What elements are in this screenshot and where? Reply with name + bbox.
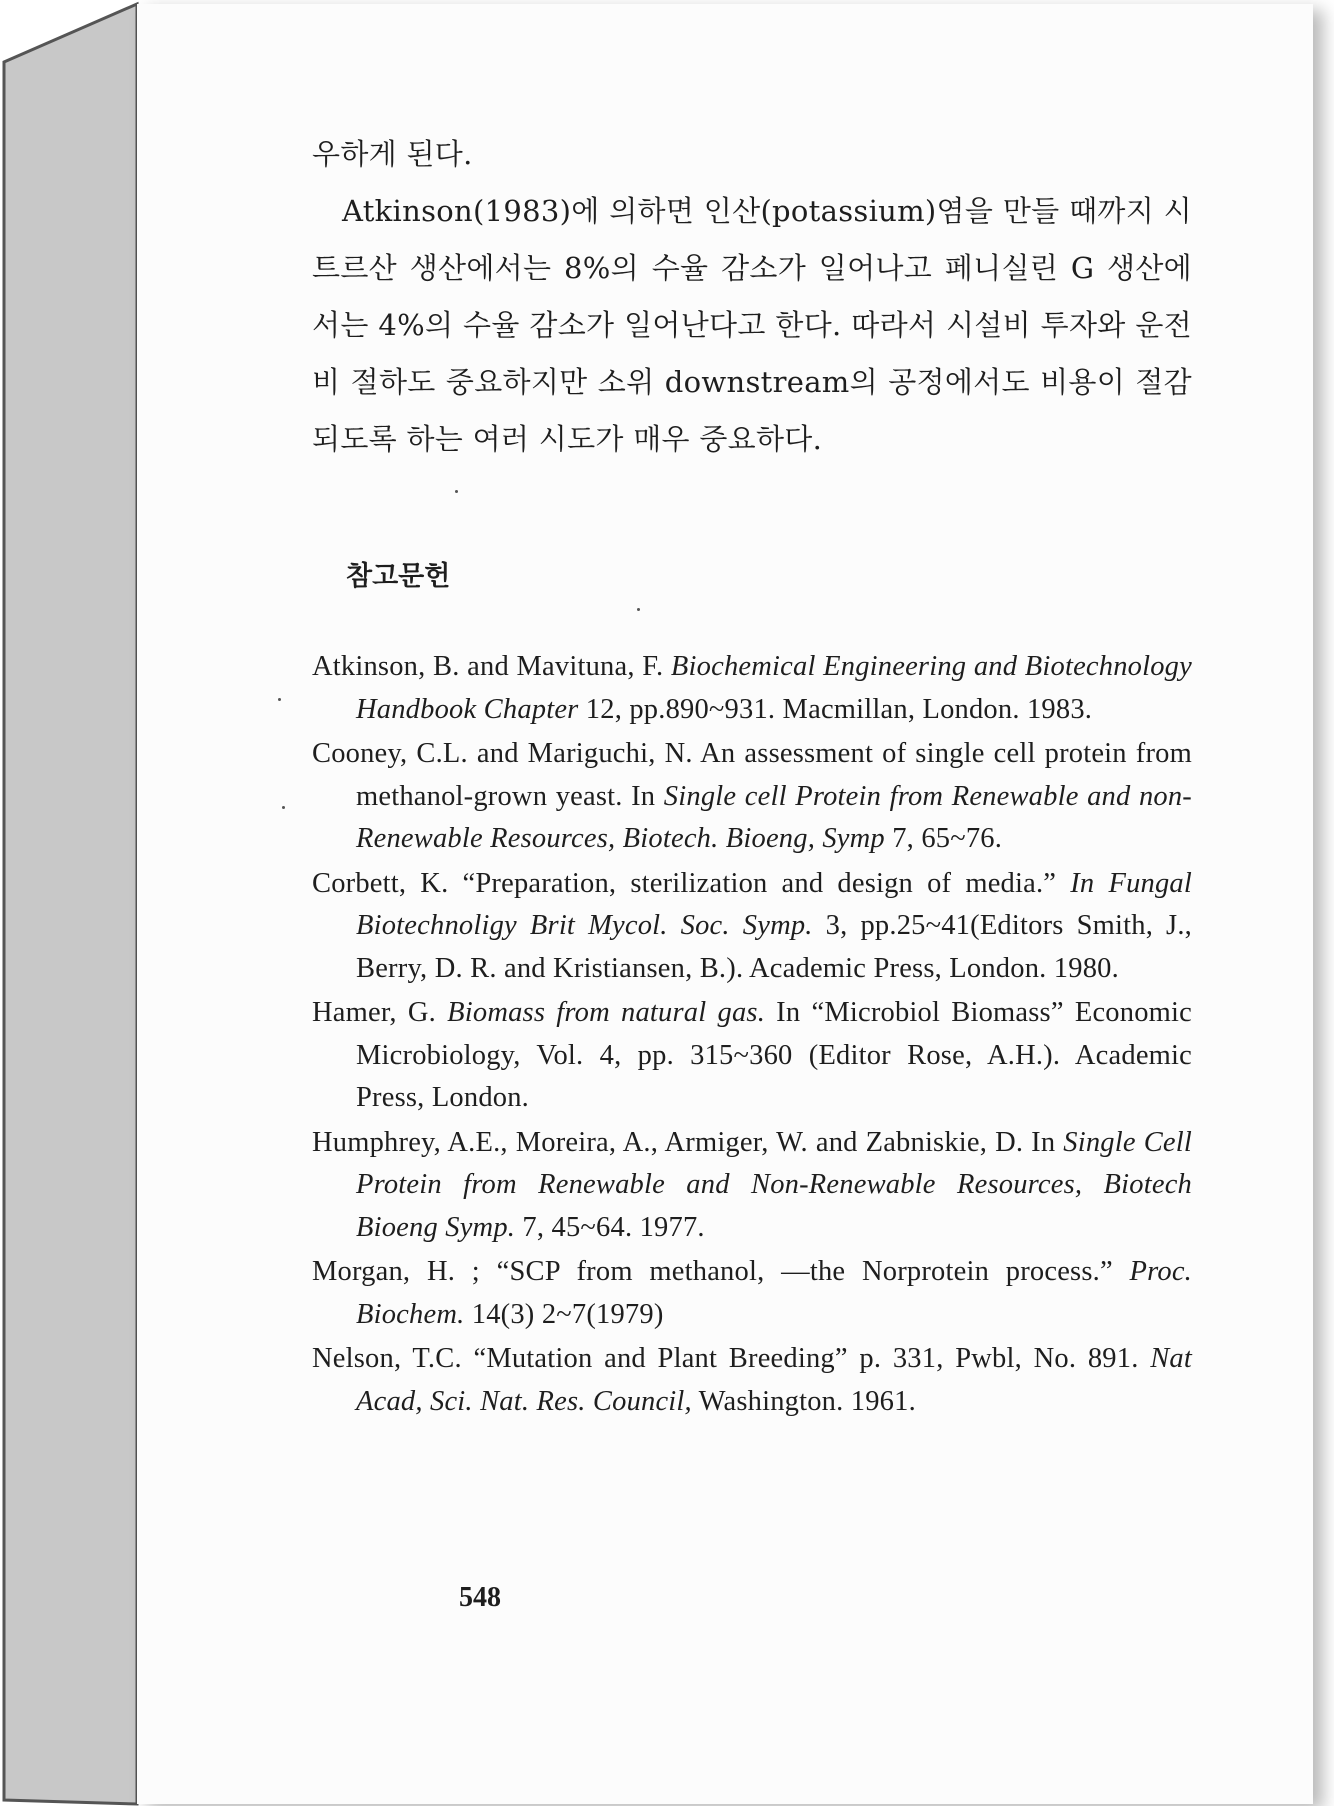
scan-speck bbox=[637, 608, 640, 611]
scan-speck bbox=[282, 806, 285, 809]
intro-line-continuation: 우하게 된다. bbox=[312, 137, 473, 171]
document-page bbox=[137, 4, 1313, 1804]
reference-item: Cooney, C.L. and Mariguchi, N. An assessment of single cell protein from methanol-grown yeast. In Single cell Protein from Renewable and non-Renewable Resources, Biotech. Bioeng, Symp 7, 65~76. bbox=[312, 738, 1192, 854]
intro-paragraph: Atkinson(1983)에 의하면 인산(potassium)염을 만들 때까지 시트르산 생산에서는 8%의 수율 감소가 일어나고 페니실린 G 생산에서는 4%의 수율 감소가 일어난다고 한다. 따라서 시설비 투자와 운전비 절하도 중요하지만 소위 downstream의 공정에서도 비용이 절감되도록 하는 여러 시도가 매우 중요하다. bbox=[312, 194, 1192, 456]
intro-text bbox=[312, 126, 1192, 468]
references-heading: 참고문헌 bbox=[346, 561, 451, 592]
references-list bbox=[312, 646, 1192, 1423]
scan-speck bbox=[455, 490, 458, 493]
reference-item: Morgan, H. ; “SCP from methanol, —the Norprotein process.” Proc. Biochem. 14(3) 2~7(1979) bbox=[312, 1256, 1192, 1330]
reference-item: Corbett, K. “Preparation, sterilization and design of media.” In Fungal Biotechnoligy Brit Mycol. Soc. Symp. 3, pp.25~41(Editors Smith, J., Berry, D. R. and Kristiansen, B.). Academic Press, London. 1980. bbox=[312, 867, 1192, 984]
scan-speck bbox=[278, 698, 281, 701]
page-number: 548 bbox=[459, 1582, 501, 1613]
reference-item: Atkinson, B. and Mavituna, F. Biochemical Engineering and Biotechnology Handbook Chapter 12, pp.890~931. Macmillan, London. 1983. bbox=[312, 651, 1192, 725]
reference-item: Nelson, T.C. “Mutation and Plant Breeding” p. 331, Pwbl, No. 891. Nat Acad, Sci. Nat. Res. Council, Washington. 1961. bbox=[312, 1343, 1192, 1417]
reference-item: Hamer, G. Biomass from natural gas. In “Microbiol Biomass” Economic Microbiology, Vol. 4, pp. 315~360 (Editor Rose, A.H.). Academic Press, London. bbox=[312, 997, 1192, 1113]
reference-item: Humphrey, A.E., Moreira, A., Armiger, W. and Zabniskie, D. In Single Cell Protein from Renewable and Non-Renewable Resources, Biotech Bioeng Symp. 7, 45~64. 1977. bbox=[312, 1126, 1192, 1243]
page-content bbox=[312, 126, 1192, 1417]
